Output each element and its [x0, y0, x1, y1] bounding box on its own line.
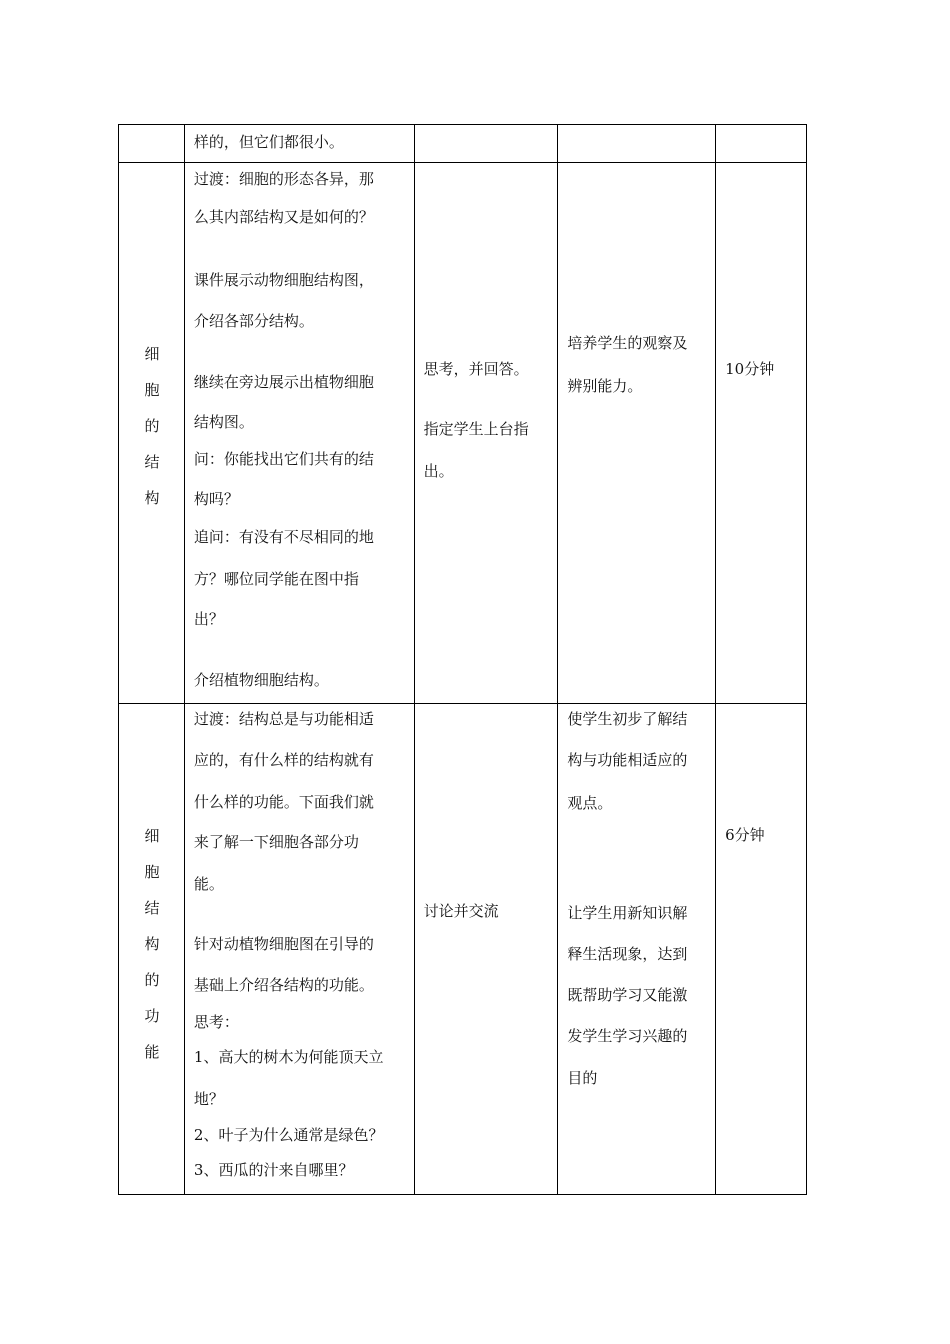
content-line: 基础上介绍各结构的功能。 [193, 976, 374, 994]
section-char: 细 [144, 345, 160, 363]
section-char: 功 [144, 1007, 160, 1025]
student-line: 讨论并交流 [423, 902, 499, 920]
section-char: 结 [144, 453, 160, 471]
section-char: 构 [144, 489, 160, 507]
table-row [118, 163, 807, 704]
content-line: 结构图。 [193, 413, 254, 431]
content-line: 方？哪位同学能在图中指 [193, 570, 359, 588]
teacher-activity-cell [185, 704, 415, 1194]
content-line: 介绍各部分结构。 [193, 312, 314, 330]
time-cell [716, 704, 807, 1194]
content-line: 什么样的功能。下面我们就 [193, 793, 374, 811]
section-char: 胞 [144, 381, 160, 399]
content-line: 继续在旁边展示出植物细胞 [193, 373, 374, 391]
time-cell [716, 163, 807, 703]
content-line: 过渡：结构总是与功能相适 [193, 710, 374, 728]
intent-line: 既帮助学习又能激 [567, 986, 688, 1004]
section-char: 构 [144, 935, 160, 953]
student-line: 指定学生上台指 [423, 420, 529, 438]
content-line: 过渡：细胞的形态各异，那 [193, 170, 374, 188]
design-intent-cell [558, 125, 716, 162]
teacher-activity-cell [185, 163, 415, 703]
intent-line: 释生活现象，达到 [567, 945, 688, 963]
content-line: 出？ [193, 610, 224, 628]
content-line: 么其内部结构又是如何的？ [193, 208, 374, 226]
section-char: 细 [144, 827, 160, 845]
intent-line: 构与功能相适应的 [567, 751, 688, 769]
section-char: 能 [144, 1043, 160, 1061]
intent-line: 使学生初步了解结 [567, 710, 688, 728]
student-line: 思考，并回答。 [423, 360, 529, 378]
content-line: 2、叶子为什么通常是绿色？ [193, 1126, 384, 1144]
time-text: 6分钟 [725, 826, 765, 844]
table-row [118, 124, 807, 163]
section-char: 结 [144, 899, 160, 917]
design-intent-cell [558, 163, 716, 703]
section-title [119, 825, 185, 1077]
content-line: 3、西瓜的汁来自哪里？ [193, 1161, 354, 1179]
content-line: 地？ [193, 1090, 224, 1108]
content-line: 针对动植物细胞图在引导的 [193, 935, 374, 953]
student-line: 出。 [423, 462, 454, 480]
section-cell [119, 704, 185, 1194]
intent-line: 观点。 [567, 794, 613, 812]
lesson-plan-table [118, 124, 807, 1195]
intent-line: 发学生学习兴趣的 [567, 1027, 688, 1045]
section-char: 的 [144, 971, 160, 989]
design-intent-cell [558, 704, 716, 1194]
section-char: 的 [144, 417, 160, 435]
section-title [119, 343, 185, 523]
intent-line: 培养学生的观察及 [567, 334, 688, 352]
content-line: 样的，但它们都很小。 [193, 133, 344, 151]
content-line: 能。 [193, 875, 224, 893]
content-line: 追问：有没有不尽相同的地 [193, 528, 374, 546]
teacher-activity-cell [185, 125, 415, 162]
time-cell [716, 125, 807, 162]
section-char: 胞 [144, 863, 160, 881]
student-activity-cell [415, 704, 559, 1194]
content-line: 1、高大的树木为何能顶天立 [193, 1048, 384, 1066]
section-cell [119, 163, 185, 703]
intent-line: 让学生用新知识解 [567, 904, 688, 922]
section-cell [119, 125, 185, 162]
content-line: 课件展示动物细胞结构图， [193, 271, 374, 289]
content-line: 问：你能找出它们共有的结 [193, 450, 374, 468]
content-line: 来了解一下细胞各部分功 [193, 833, 359, 851]
intent-line: 目的 [567, 1069, 598, 1087]
table-row [118, 704, 807, 1195]
content-line: 思考： [193, 1013, 239, 1031]
intent-line: 辨别能力。 [567, 377, 643, 395]
student-activity-cell [415, 125, 559, 162]
time-text: 10分钟 [725, 360, 775, 378]
content-line: 应的，有什么样的结构就有 [193, 751, 374, 769]
content-line: 介绍植物细胞结构。 [193, 671, 329, 689]
content-line: 构吗？ [193, 490, 239, 508]
student-activity-cell [415, 163, 559, 703]
